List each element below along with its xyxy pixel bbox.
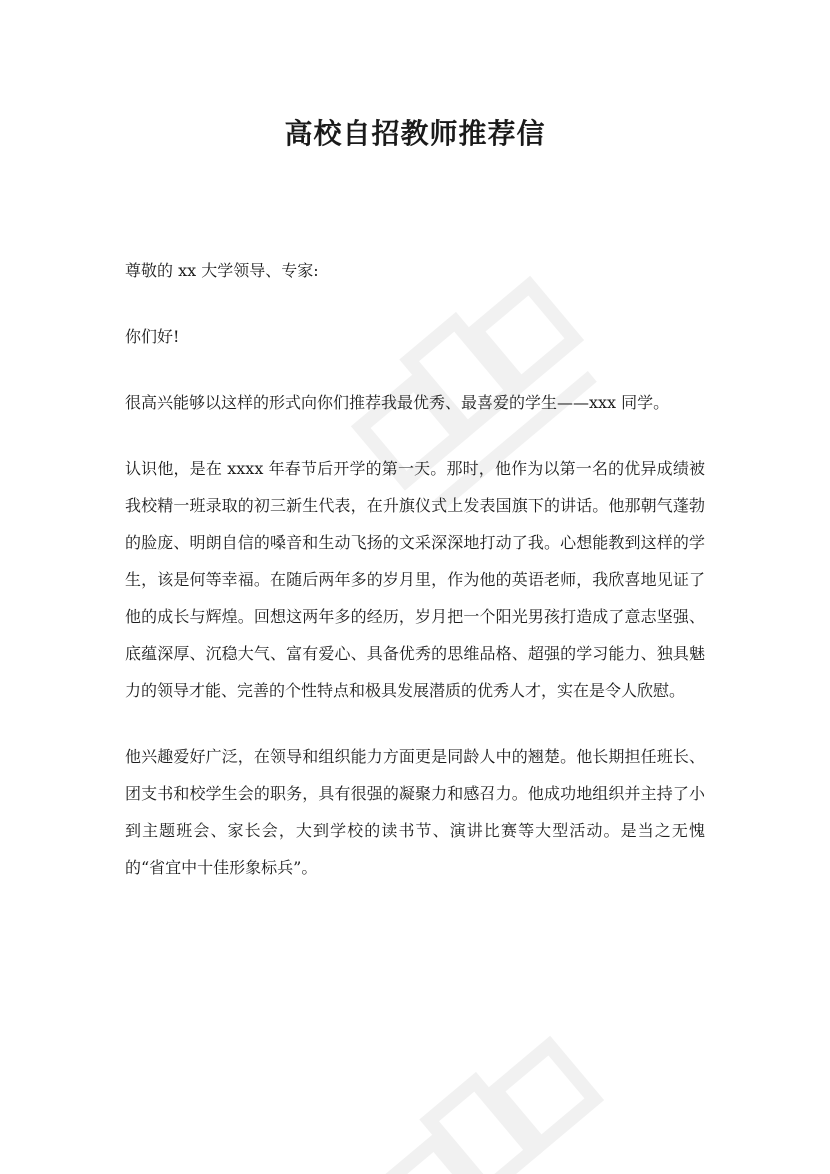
letter-body <box>125 252 705 915</box>
watermark-graphic-lower <box>327 987 693 1174</box>
salutation: 尊敬的 xx 大学领导、专家: <box>125 261 319 280</box>
intro-paragraph: 很高兴能够以这样的形式向你们推荐我最优秀、最喜爱的学生——xxx 同学。 <box>125 393 670 412</box>
body-paragraph-1: 认识他，是在 xxxx 年春节后开学的第一天。那时，他作为以第一名的优异成绩被我校精一班录取的初三新生代表，在升旗仪式上发表国旗下的讲话。他那朝气蓬勃的脸庞、明朗自信的嗓音和生动飞扬的文采深深地打动了我。心想能教到这样的学生，该是何等幸福。在随后两年多的岁月里，作为他的英语老师，我欣喜地见证了他的成长与辉煌。回想这两年多的经历，岁月把一个阳光男孩打造成了意志坚强、底蕴深厚、沉稳大气、富有爱心、具备优秀的思维品格、超强的学习能力、独具魅力的领导才能、完善的个性特点和极具发展潜质的优秀人才，实在是令人欣慰。 <box>125 459 705 700</box>
document-title: 高校自招教师推荐信 <box>284 117 546 150</box>
body-paragraph-2: 他兴趣爱好广泛，在领导和组织能力方面更是同龄人中的翘楚。他长期担任班长、团支书和校学生会的职务，具有很强的凝聚力和感召力。他成功地组织并主持了小到主题班会、家长会，大到学校的读书节、演讲比赛等大型活动。是当之无愧的“省宜中十佳形象标兵”。 <box>125 747 705 877</box>
greeting: 你们好! <box>125 327 180 346</box>
watermark-icon <box>327 987 693 1174</box>
